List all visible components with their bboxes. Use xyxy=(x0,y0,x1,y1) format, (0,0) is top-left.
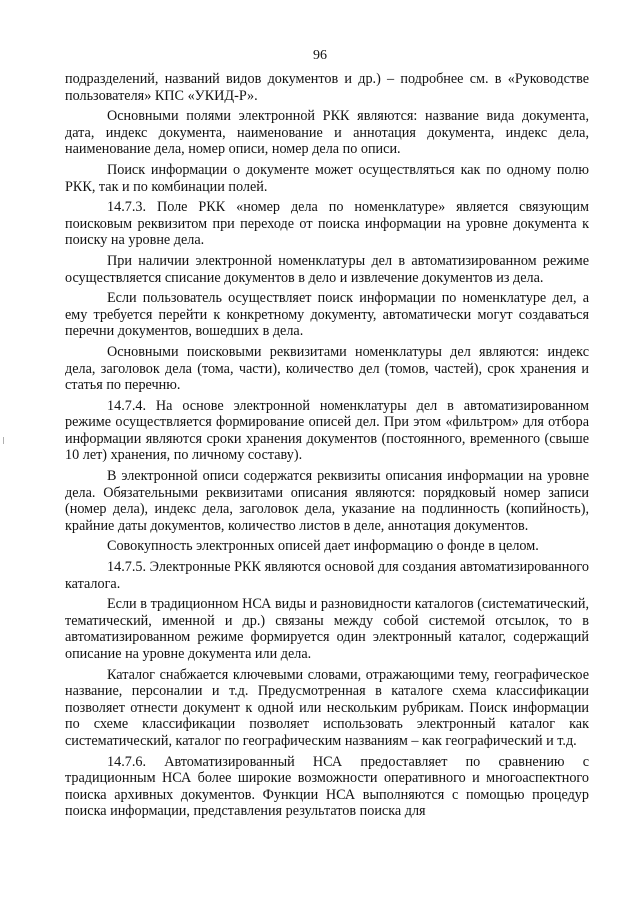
margin-mark xyxy=(3,437,4,444)
paragraph-traditional-nsa: Если в традиционном НСА виды и разновидности каталогов (систематический, тематический, именной и др.) связаны между собой системой отсылок, то в автоматизированном режиме формируется один электронный каталог, содержащий описание на уровне документа или дела. xyxy=(65,596,589,662)
paragraph-continuation: подразделений, названий видов документов и др.) – подробнее см. в «Руководстве пользователя» КПС «УКИД-Р». xyxy=(65,71,589,104)
paragraph-14-7-5: 14.7.5. Электронные РКК являются основой для создания автоматизированного каталога. xyxy=(65,559,589,592)
paragraph-14-7-3: 14.7.3. Поле РКК «номер дела по номенклатуре» является связующим поисковым реквизитом при переходе от поиска информации на уровне документа к поиску на уровне дела. xyxy=(65,199,589,249)
paragraph-electronic-inventory: В электронной описи содержатся реквизиты описания информации на уровне дела. Обязательными реквизитами описания являются: порядковый номер записи (номер дела), индекс дела, заголовок дела, указание на подлинность (копийность), крайние даты документов, количество листов в деле, аннотация документов. xyxy=(65,468,589,534)
paragraph-14-7-4: 14.7.4. На основе электронной номенклатуры дел в автоматизированном режиме осуществляется формирование описей дел. При этом «фильтром» для отбора информации являются сроки хранения документов (постоянного, временного (свыше 10 лет) хранения, по личному составу). xyxy=(65,397,589,464)
paragraph-14-7-6: 14.7.6. Автоматизированный НСА предоставляет по сравнению с традиционным НСА более широкие возможности оперативного и многоаспектного поиска архивных документов. Функции НСА выполняются с помощью процедур поиска информации, представления результатов поиска для xyxy=(65,753,589,820)
paragraph-search-nomenclature: Если пользователь осуществляет поиск информации по номенклатуре дел, а ему требуется перейти к конкретному документу, автоматически могут создаваться перечни документов, вошедших в дела. xyxy=(65,290,589,340)
paragraph-inventories-totality: Совокупность электронных описей дает информацию о фонде в целом. xyxy=(107,538,539,555)
document-body xyxy=(65,71,589,824)
page-number: 96 xyxy=(313,48,327,63)
paragraph-search-by-fields: Поиск информации о документе может осуществляться как по одному полю РКК, так и по комбинации полей. xyxy=(65,161,589,195)
paragraph-electronic-nomenclature: При наличии электронной номенклатуры дел в автоматизированном режиме осуществляется списание документов в дело и извлечение документов из дела. xyxy=(65,252,589,286)
paragraph-catalog-keywords: Каталог снабжается ключевыми словами, отражающими тему, географическое название, персоналии и т.д. Предусмотренная в каталоге схема классификации позволяет отнести документ к одной или нескольким рубрикам. Поиск информации по схеме классификации позволяет использовать электронный каталог как систематический, каталог по географическим названиям – как географический и т.д. xyxy=(65,666,589,749)
paragraph-rkk-fields: Основными полями электронной РКК являются: название вида документа, дата, индекс документа, наименование и аннотация документа, индекс дела, наименование дела, номер описи, номер дела по описи. xyxy=(65,108,589,158)
paragraph-nomenclature-requisites: Основными поисковыми реквизитами номенклатуры дел являются: индекс дела, заголовок дела (тома, части), количество дел (томов, частей), срок хранения и статья по перечню. xyxy=(65,343,589,394)
